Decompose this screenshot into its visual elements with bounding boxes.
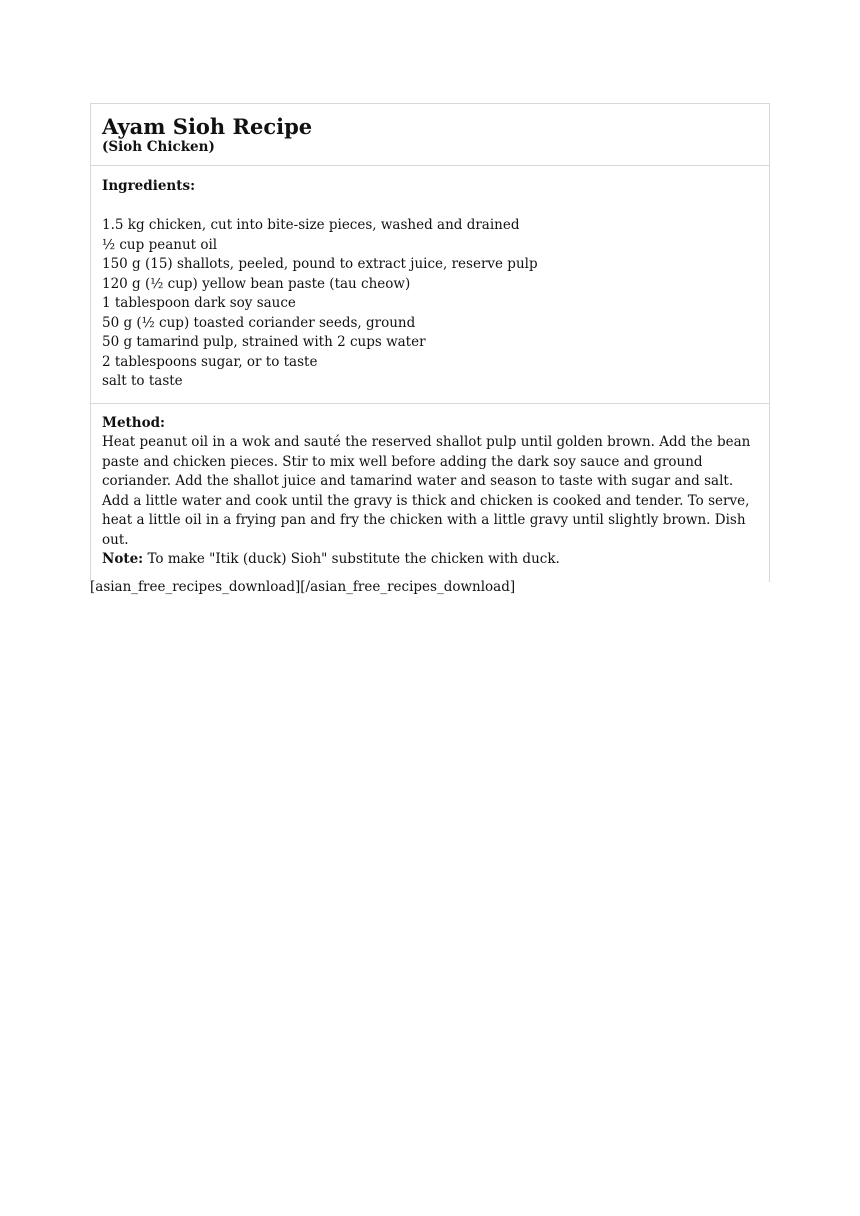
recipe-note bbox=[102, 550, 758, 570]
ingredients-section bbox=[91, 166, 769, 404]
ingredient-item: 2 tablespoons sugar, or to taste bbox=[102, 353, 318, 370]
ingredient-item: 1 tablespoon dark soy sauce bbox=[102, 295, 296, 311]
recipe-subtitle: (Sioh Chicken) bbox=[102, 139, 215, 155]
ingredients-list bbox=[102, 216, 758, 392]
download-shortcode: [asian_free_recipes_download][/asian_free_recipes_download] bbox=[90, 579, 516, 595]
ingredient-item: 150 g (15) shallots, peeled, pound to extract juice, reserve pulp bbox=[102, 256, 538, 272]
ingredient-item: 50 g (½ cup) toasted coriander seeds, ground bbox=[102, 314, 416, 331]
ingredient-item: salt to taste bbox=[102, 373, 183, 389]
method-label: Method: bbox=[102, 414, 166, 431]
recipe-header bbox=[91, 104, 769, 166]
ingredients-label: Ingredients: bbox=[102, 178, 196, 194]
note-text: To make "Itik (duck) Sioh" substitute the chicken with duck. bbox=[147, 551, 560, 567]
method-text: Heat peanut oil in a wok and sauté the reserved shallot pulp until golden brown. Add the bean paste and chicken pieces. Stir to mix well before adding the dark soy sauce and ground coriander. Add the shallot juice and tamarind water and season to taste with sugar and salt. Add a little water and cook until the gravy is thick and chicken is cooked and tender. To serve, heat a little oil in a frying pan and fry the chicken with a little gravy until slightly brown. Dish out. bbox=[102, 434, 751, 548]
method-section bbox=[91, 404, 769, 582]
ingredient-item: 1.5 kg chicken, cut into bite-size pieces, washed and drained bbox=[102, 217, 520, 233]
recipe-card bbox=[90, 103, 770, 582]
note-label: Note: bbox=[102, 551, 144, 567]
ingredient-item: 120 g (½ cup) yellow bean paste (tau cheow) bbox=[102, 275, 411, 292]
recipe-title: Ayam Sioh Recipe bbox=[102, 114, 313, 139]
ingredients-spacer bbox=[102, 197, 758, 217]
ingredient-item: 50 g tamarind pulp, strained with 2 cups water bbox=[102, 334, 426, 350]
ingredient-item: ½ cup peanut oil bbox=[102, 236, 218, 253]
